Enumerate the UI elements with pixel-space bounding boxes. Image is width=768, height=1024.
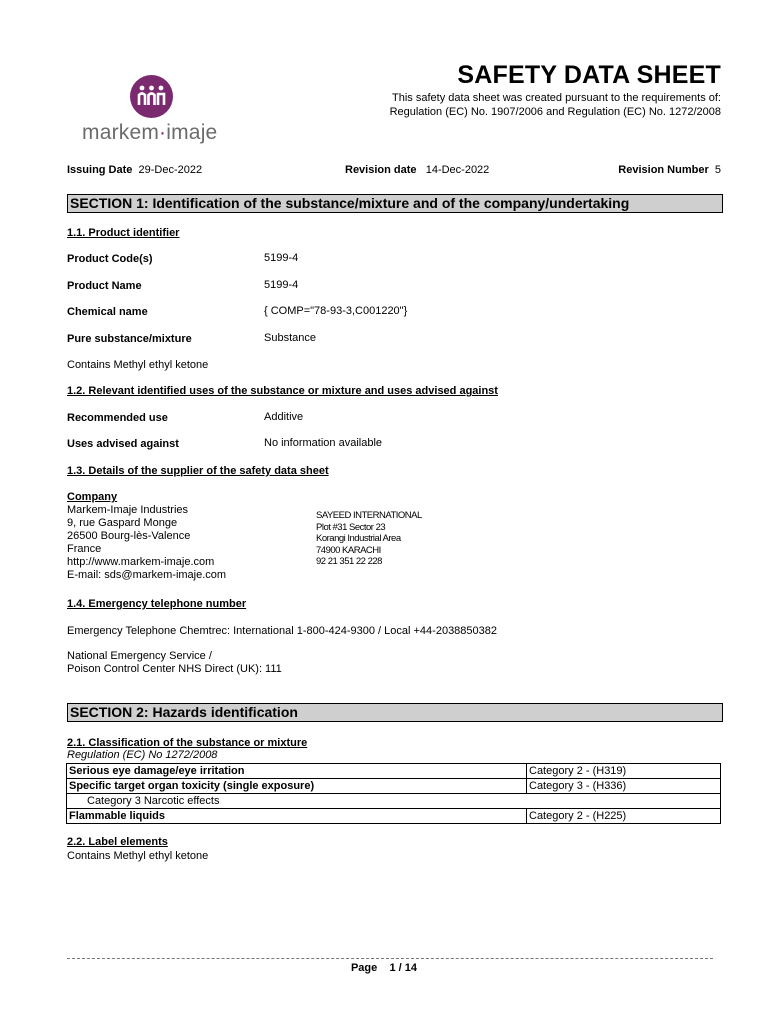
company-block xyxy=(67,491,226,582)
company-line: Markem-Imaje Industries xyxy=(67,504,189,516)
section-2-header: SECTION 2: Hazards identification xyxy=(67,703,723,722)
product-name-label: Product Name xyxy=(67,280,142,292)
subsection-1-4: 1.4. Emergency telephone number xyxy=(67,598,247,610)
logo-mark-icon xyxy=(130,75,173,118)
supplier-line: Plot #31 Sector 23 xyxy=(316,521,386,533)
document-title: SAFETY DATA SHEET xyxy=(457,61,721,89)
supplier-line: SAYEED INTERNATIONAL xyxy=(316,510,422,521)
subsection-2-1: 2.1. Classification of the substance or mixture xyxy=(67,737,308,749)
hazard-cell: Flammable liquids xyxy=(67,809,527,824)
revision-date: Revision date 14-Dec-2022 xyxy=(345,164,490,176)
recommended-use-value: Additive xyxy=(264,411,304,423)
uses-advised-against-value: No information available xyxy=(264,437,383,449)
product-name-value: 5199-4 xyxy=(264,279,299,291)
national-emergency-line-2: Poison Control Center NHS Direct (UK): 111 xyxy=(67,663,282,675)
issuing-date: Issuing Date 29-Dec-2022 xyxy=(67,164,203,176)
company-line: France xyxy=(67,543,102,555)
emergency-telephone: Emergency Telephone Chemtrec: International 1-800-424-9300 / Local +44-2038850382 xyxy=(67,625,498,637)
logo-wordmark: markem·imaje xyxy=(82,121,218,144)
section-1-header: SECTION 1: Identification of the substance/mixture and of the company/undertaking xyxy=(67,194,723,213)
revision-number: Revision Number 5 xyxy=(618,164,721,176)
category-cell: Category 2 - (H225) xyxy=(527,809,721,824)
hazard-cell: Serious eye damage/eye irritation xyxy=(67,764,527,779)
table-row xyxy=(67,809,721,824)
subsection-2-2: 2.2. Label elements xyxy=(67,836,168,848)
national-emergency-line-1: National Emergency Service / xyxy=(67,650,212,662)
company-website-link[interactable]: http://www.markem-imaje.com xyxy=(67,556,215,568)
page-number: 1 / 14 xyxy=(389,962,418,974)
chemical-name-value: { COMP="78-93-3,C001220"} xyxy=(264,305,408,317)
supplier-line: 74900 KARACHI xyxy=(316,544,381,556)
chemical-name-label: Chemical name xyxy=(67,306,148,318)
table-row xyxy=(67,764,721,779)
company-line: 9, rue Gaspard Monge xyxy=(67,517,178,529)
contains-text: Contains Methyl ethyl ketone xyxy=(67,359,209,371)
subtitle-line-1: This safety data sheet was created pursuant to the requirements of: xyxy=(392,92,721,104)
company-email-link[interactable]: E-mail: sds@markem-imaje.com xyxy=(67,569,227,581)
subsection-1-2: 1.2. Relevant identified uses of the substance or mixture and uses advised against xyxy=(67,385,498,397)
subsection-1-3: 1.3. Details of the supplier of the safety data sheet xyxy=(67,465,329,477)
regulation-text: Regulation (EC) No 1272/2008 xyxy=(67,749,218,761)
company-logo xyxy=(82,75,222,150)
uses-advised-against-label: Uses advised against xyxy=(67,438,179,450)
category-cell: Category 3 - (H336) xyxy=(527,779,721,794)
label-contains-text: Contains Methyl ethyl ketone xyxy=(67,850,209,862)
company-line: 26500 Bourg-lès-Valence xyxy=(67,530,191,542)
document-subtitle xyxy=(390,91,721,119)
category-cell: Category 2 - (H319) xyxy=(527,764,721,779)
national-emergency-block xyxy=(67,650,282,676)
recommended-use-label: Recommended use xyxy=(67,412,168,424)
supplier-line: Korangi Industrial Area xyxy=(316,533,401,544)
page-footer: Page 1 / 14 xyxy=(350,962,418,974)
hazard-cell: Specific target organ toxicity (single exposure) xyxy=(67,779,527,794)
table-row xyxy=(67,779,721,794)
subsection-1-1: 1.1. Product identifier xyxy=(67,227,180,239)
product-code-value: 5199-4 xyxy=(264,252,299,264)
table-row xyxy=(67,794,721,809)
supplier-line: 92 21 351 22 228 xyxy=(316,556,382,567)
pure-substance-value: Substance xyxy=(264,332,316,344)
classification-table xyxy=(66,763,721,824)
pure-substance-label: Pure substance/mixture xyxy=(67,333,192,345)
company-label: Company xyxy=(67,491,118,503)
subtitle-line-2: Regulation (EC) No. 1907/2006 and Regulation (EC) No. 1272/2008 xyxy=(389,106,721,118)
hazard-note-cell: Category 3 Narcotic effects xyxy=(67,794,721,809)
supplier-block xyxy=(316,510,422,568)
footer-divider xyxy=(67,958,713,959)
product-code-label: Product Code(s) xyxy=(67,253,153,265)
